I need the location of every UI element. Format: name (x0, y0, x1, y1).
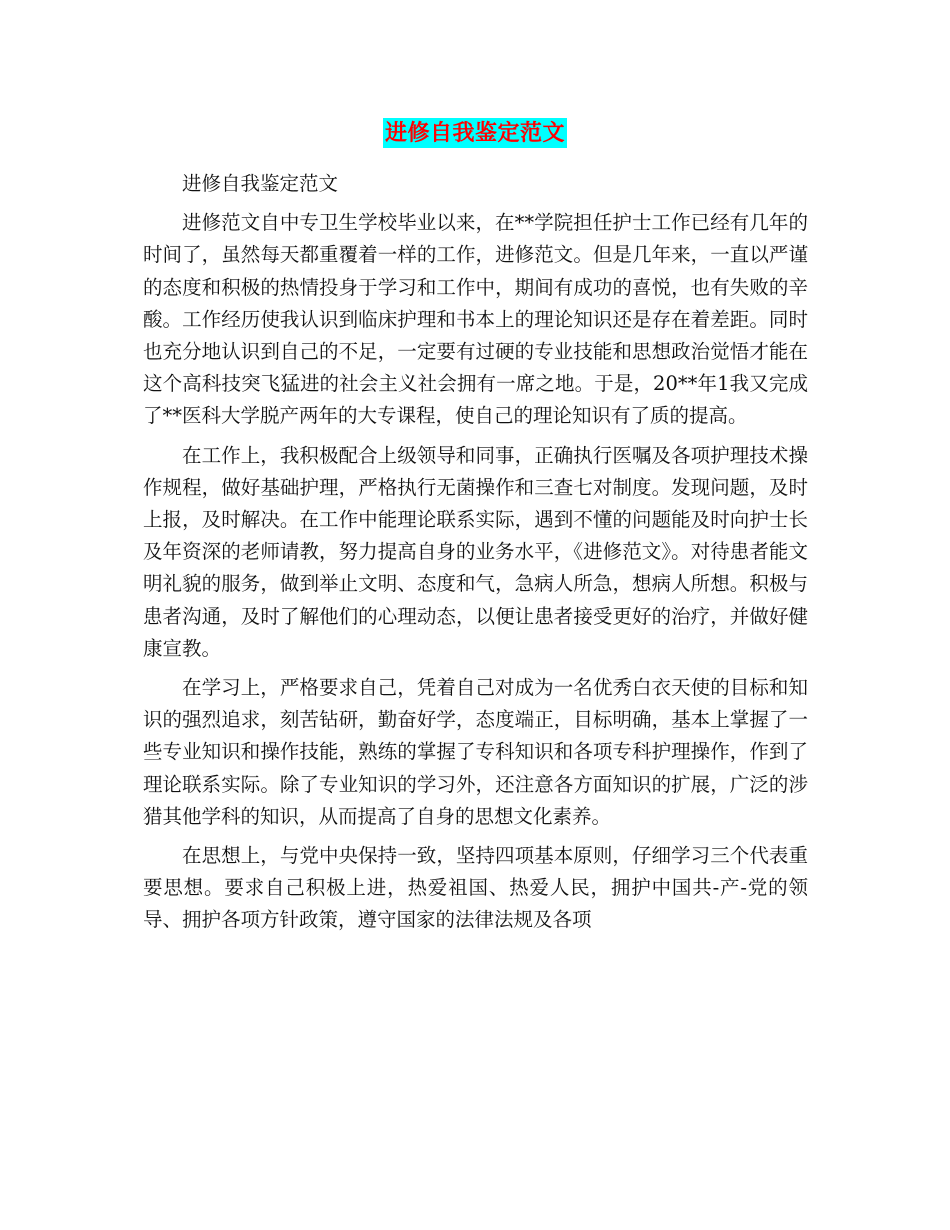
paragraph-work: 在工作上，我积极配合上级领导和同事，正确执行医嘱及各项护理技术操作规程，做好基础护理，严格执行无菌操作和三查七对制度。发现问题，及时上报，及时解决。在工作中能理论联系实际，遇到不懂的问题能及时向护士长及年资深的老师请教，努力提高自身的业务水平，《进修范文》。对待患者能文明礼貌的服务，做到举止文明、态度和气，急病人所急，想病人所想。积极与患者沟通，及时了解他们的心理动态，以便让患者接受更好的治疗，并做好健康宣教。 (143, 443, 808, 660)
document-title-text: 进修自我鉴定范文 (384, 120, 565, 146)
paragraph-ideology: 在思想上，与党中央保持一致，坚持四项基本原则，仔细学习三个代表重要思想。要求自己积极上进，热爱祖国、热爱人民，拥护中国共-产-党的领导、拥护各项方针政策，遵守国家的法律法规及各项 (143, 844, 808, 932)
paragraph-education: 进修范文自中专卫生学校毕业以来，在**学院担任护士工作已经有几年的时间了，虽然每天都重覆着一样的工作，进修范文。但是几年来，一直以严谨的态度和积极的热情投身于学习和工作中，期间有成功的喜悦，也有失败的辛酸。工作经历使我认识到临床护理和书本上的理论知识还是存在着差距。同时也充分地认识到自己的不足，一定要有过硬的专业技能和思想政治觉悟才能在这个高科技突飞猛进的社会主义社会拥有一席之地。于是，20**年1我又完成了**医科大学脱产两年的大专课程，使自己的理论知识有了质的提高。 (143, 211, 808, 428)
document-title (0, 112, 950, 146)
paragraph-study: 在学习上，严格要求自己，凭着自己对成为一名优秀白衣天使的目标和知识的强烈追求，刻苦钻研，勤奋好学，态度端正，目标明确，基本上掌握了一些专业知识和操作技能，熟练的掌握了专科知识和各项专科护理操作，作到了理论联系实际。除了专业知识的学习外，还注意各方面知识的扩展，广泛的涉猎其他学科的知识，从而提高了自身的思想文化素养。 (143, 676, 808, 828)
document-body (143, 168, 808, 944)
document-subtitle: 进修自我鉴定范文 (182, 172, 339, 195)
